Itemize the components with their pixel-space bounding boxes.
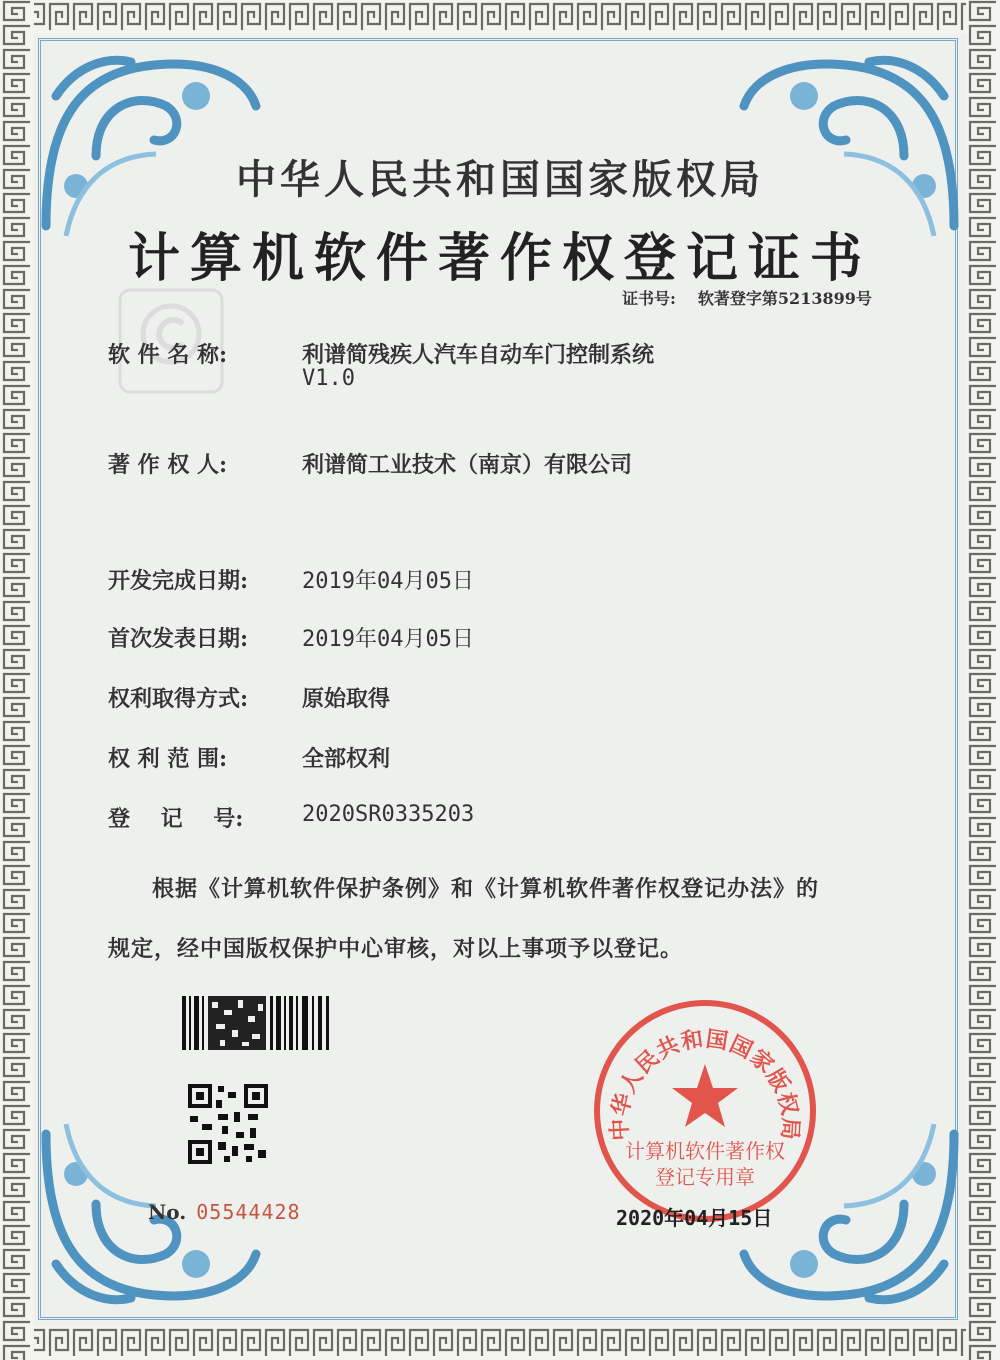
field-label: 权利取得方式: [108, 686, 249, 712]
certificate-number-value: 软著登字第5213899号 [697, 289, 872, 308]
field-label: 著 作 权 人: [108, 452, 228, 478]
official-red-seal [590, 996, 820, 1226]
field-row-rights-scope [108, 742, 391, 773]
field-value: 原始取得 [302, 687, 391, 712]
corner-ornament-top-right [734, 36, 964, 236]
field-row-registration-number [108, 802, 475, 833]
serial-value: 05544428 [196, 1200, 301, 1224]
meander-border-top [0, 0, 1000, 34]
field-value: 2020SR0335203 [302, 802, 475, 827]
field-row-copyright-owner [108, 448, 633, 479]
field-row-software-name [108, 338, 655, 391]
field-value-version: V1.0 [302, 366, 355, 391]
field-label: 权 利 范 围: [108, 746, 228, 772]
field-row-publication-date [108, 622, 474, 653]
issuer-title: 中华人民共和国国家版权局 [236, 156, 764, 203]
certificate-number [622, 286, 894, 309]
certificate-title: 计算机软件著作权登记证书 [127, 228, 872, 289]
statement-line-2: 规定，经中国版权保护中心审核，对以上事项予以登记。 [108, 936, 684, 962]
field-label: 登 记 号: [108, 806, 244, 832]
field-row-development-date [108, 564, 474, 595]
field-value: 2019年04月05日 [302, 627, 474, 652]
field-label: 首次发表日期: [108, 626, 249, 652]
field-row-acquisition-method [108, 682, 391, 713]
field-label: 软 件 名 称: [108, 342, 228, 368]
field-label: 开发完成日期: [108, 568, 249, 594]
meander-border-bottom [0, 1326, 1000, 1360]
serial-label: No. [148, 1200, 187, 1224]
seal-line-1: 计算机软件著作权 [625, 1139, 785, 1163]
serial-number [148, 1200, 301, 1224]
barcode [182, 996, 332, 1050]
seal-line-2: 登记专用章 [655, 1165, 755, 1189]
statement-line-1: 根据《计算机软件保护条例》和《计算机软件著作权登记办法》的 [152, 876, 820, 902]
field-value: 利谱简工业技术（南京）有限公司 [302, 453, 633, 478]
corner-ornament-top-left [36, 36, 266, 236]
certificate-number-label: 证书号: [622, 289, 676, 308]
field-value: 2019年04月05日 [302, 569, 474, 594]
field-value: 全部权利 [302, 747, 391, 772]
qr-code [188, 1084, 268, 1164]
seal-ring-text: 中华人民共和国国家版权局 [607, 1026, 803, 1142]
field-value: 利谱简残疾人汽车自动车门控制系统 [302, 343, 655, 368]
issue-date: 2020年04月15日 [616, 1206, 773, 1230]
